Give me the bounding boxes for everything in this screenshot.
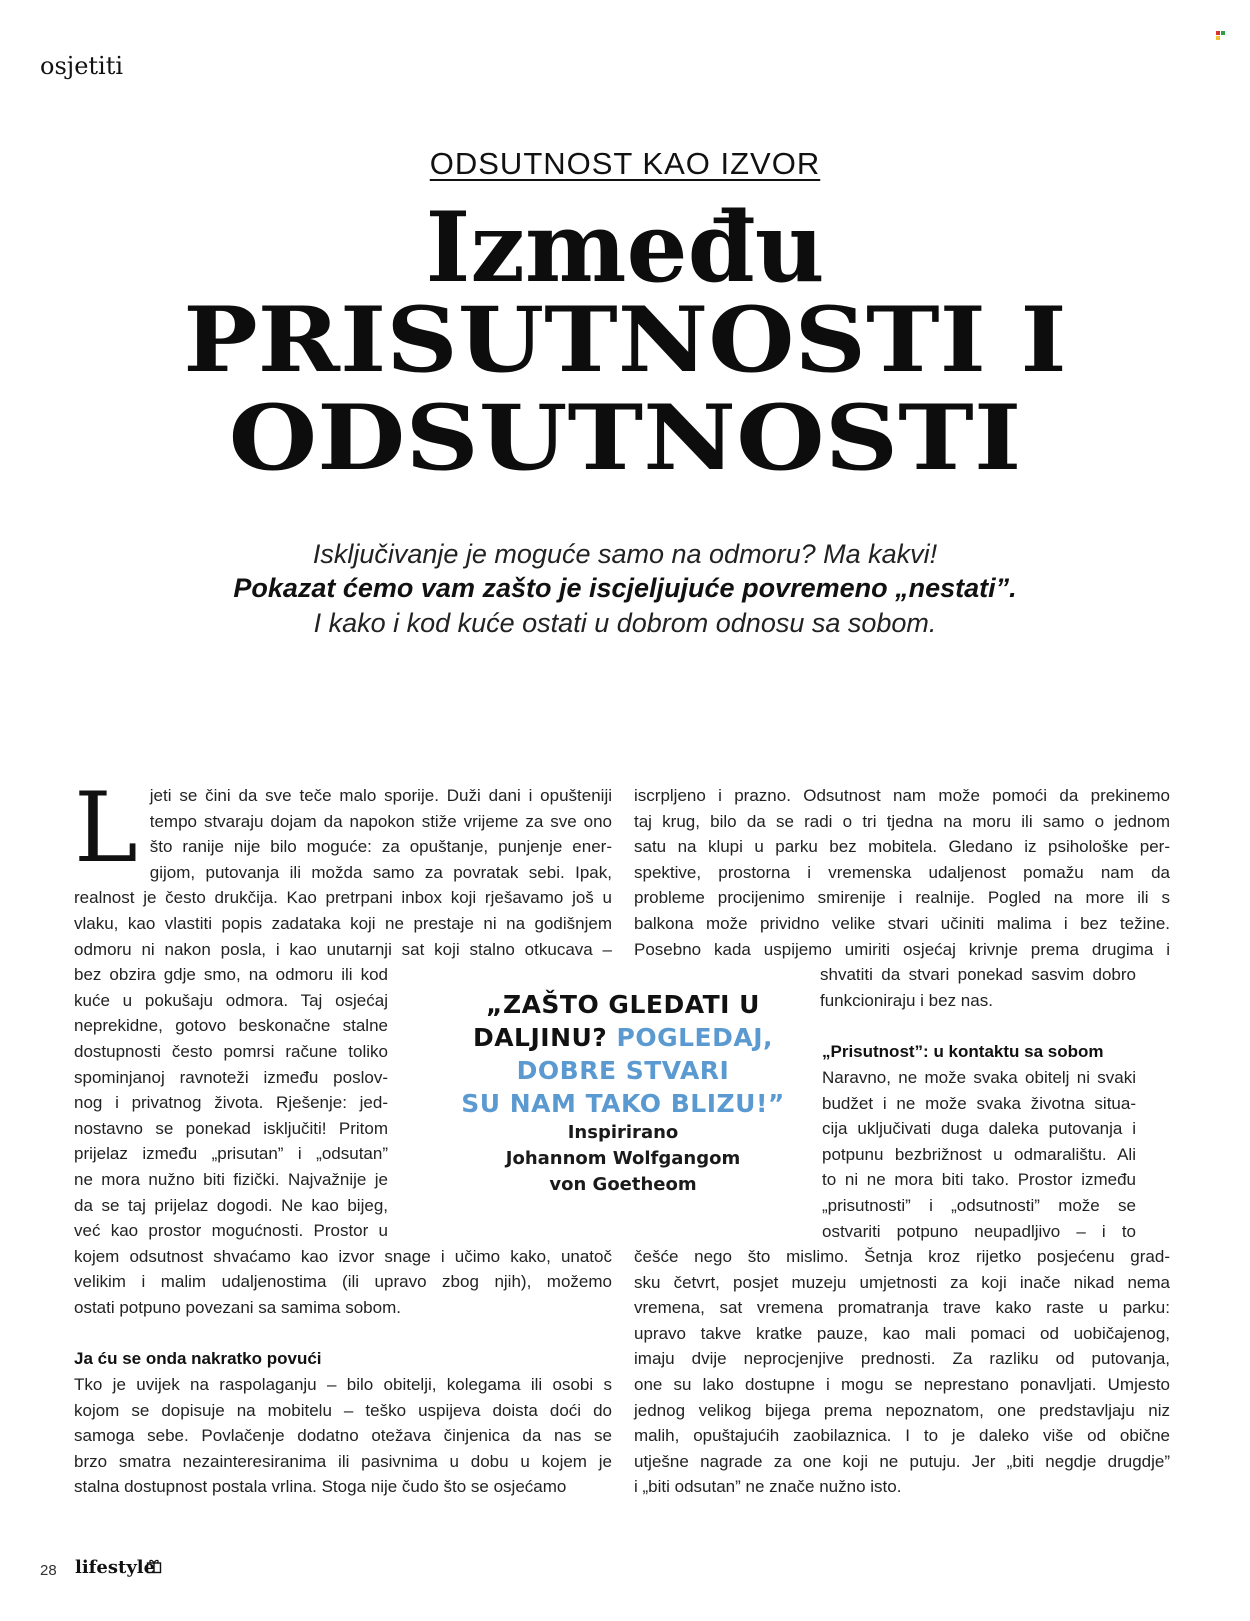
text-line: imaju dvije neprocjenjive prednosti. Za razliku od putovanja, [634, 1349, 1170, 1369]
text-line: velikim i malim udaljenostima (ili upravo zbog njih), možemo [74, 1272, 612, 1292]
text-line: gijom, putovanja ili možda samo za povratak sebi. Ipak, [149, 862, 612, 882]
attribution-line-3: von Goetheom [549, 1174, 697, 1195]
text-line: budžet i ne može svaka životna situa- [822, 1093, 1136, 1113]
right-paragraph-1 [634, 783, 1170, 1013]
text-line: ne mora nužno biti fizički. Najvažnije je [74, 1169, 388, 1189]
text-line: neprekidne, gotovo beskonačne stalne [74, 1016, 388, 1036]
text-line: kojom se dopisuje na mobitelu – teško uspijeva doista doći do [74, 1400, 612, 1420]
text-line: vremena, sat vremena promatranja trave kako raste u parku: [634, 1298, 1170, 1318]
brand-logo-icon [1216, 31, 1225, 40]
text-line: kojem odsutnost shvaćamo kao izvor snage i učimo kako, unatoč [74, 1246, 612, 1266]
text-line: cija uključivati duga daleka putovanja i [822, 1119, 1136, 1139]
section-label: osjetiti [40, 52, 124, 80]
text-line: ostvariti potpuno neupadljivo – i to [822, 1221, 1136, 1241]
text-line: dostupnosti često pomrsi račune toliko [74, 1041, 388, 1061]
lead-line-1: Isključivanje je moguće samo na odmoru? Ma kakvi! [312, 539, 938, 569]
text-line: jeti se čini da sve teče malo sporije. Duži dani i opušteniji [149, 786, 612, 805]
text-line: brzo smatra nezainteresiranima ili pasivnima u dobu u kojem je [74, 1451, 612, 1471]
text-line: one su lako dostupne i mogu se neprestano ponavljati. Umjesto [634, 1375, 1170, 1395]
pull-quote [438, 988, 808, 1198]
subhead-right: „Prisutnost”: u kontaktu sa sobom [822, 1042, 1104, 1062]
text-line: probleme procijenimo smirenije i realnije. Pogled na more ili s [634, 888, 1170, 908]
text-line: satu na klupi u parku bez mobitela. Gledano iz psihološke per- [634, 837, 1170, 857]
text-line: shvatiti da stvari ponekad sasvim dobro [820, 965, 1136, 985]
headline-line-1: Između [425, 191, 825, 304]
lead-line-3: I kako i kod kuće ostati u dobrom odnosu sa sobom. [313, 608, 937, 638]
text-line: samoga sebe. Povlačenje dodatno otežava činjenica da nas se [74, 1426, 612, 1446]
pull-quote-line-3: DOBRE STVARI [516, 1056, 730, 1085]
text-line: već kao prostor mogućnosti. Prostor u [74, 1221, 388, 1241]
text-line: utješne nagrade za one koji ne putuju. Jer „biti negdje drugdje” [634, 1451, 1170, 1471]
text-line: prijelaz između „prisutan” i „odsutan” [74, 1144, 388, 1164]
left-paragraph-2 [74, 1372, 612, 1500]
text-line: i „biti odsutan” ne znače nužno isto. [634, 1477, 902, 1497]
attribution-line-2: Johannom Wolfgangom [505, 1148, 741, 1169]
text-line: što ranije nije bilo moguće: za opuštanje, punjenje ener- [149, 837, 612, 857]
text-line: „prisutnosti” i „odsutnosti” može se [822, 1195, 1136, 1215]
text-line: potpunu bezbrižnost u odmaralištu. Ali [822, 1144, 1136, 1164]
text-line: bez obzira gdje smo, na odmoru ili kod [74, 965, 388, 985]
text-line: vlaku, kao vlastiti popis zadataka koji ne prestaje ni na godišnjem [74, 913, 612, 933]
text-line: Tko je uvijek na raspolaganju – bilo obitelji, kolegama ili osobi s [74, 1375, 612, 1395]
article-kicker: ODSUTNOST KAO IZVOR [429, 146, 821, 181]
pull-quote-line-2b: POGLEDAJ, [616, 1023, 774, 1052]
pull-quote-text [438, 988, 808, 1120]
headline-line-2: PRISUTNOSTI I [183, 287, 1067, 393]
pull-quote-line-2a: DALJINU? [472, 1023, 608, 1052]
text-line: malih, opuštajućih zaobilaznica. I to je daleko više od obične [634, 1426, 1170, 1446]
subhead-left: Ja ću se onda nakratko povući [74, 1349, 322, 1369]
text-line: tempo stvaraju dojam da napokon stiže vrijeme za sve ono [149, 811, 612, 831]
text-line: Naravno, ne može svaka obitelj ni svaki [822, 1067, 1136, 1087]
text-line: jednog velikog bijega prema nepoznatom, one predstavljaju niz [634, 1400, 1170, 1420]
text-line: nog i privatnog života. Rješenje: jed- [74, 1093, 388, 1113]
footer-brand: lifestyle [75, 1557, 156, 1578]
text-line: sku četvrt, posjet muzeju umjetnosti za koji inače nikad nema [634, 1272, 1170, 1292]
text-line: balkona može prividno velike stvari učiniti malima i bez težine. [634, 913, 1170, 933]
pull-quote-attribution [438, 1120, 808, 1198]
text-line: spektive, prostorna i vremenska udaljenost pomažu nam da [634, 862, 1170, 882]
page-number: 28 [40, 1562, 57, 1579]
attribution-line-1: Inspirirano [567, 1122, 679, 1143]
text-line: to ni ne mora biti tako. Prostor između [822, 1170, 1136, 1190]
gift-box-icon [146, 1558, 162, 1574]
text-line: Posebno kada uspijemo umiriti osjećaj krivnje prema drugima i [634, 939, 1170, 959]
headline-line-3: ODSUTNOSTI [228, 385, 1022, 491]
text-line: funkcioniraju i bez nas. [820, 990, 993, 1010]
text-line: upravo takve kratke pauze, kao mali pomaci od uobičajenog, [634, 1323, 1170, 1343]
text-line: češće nego što mislimo. Šetnja kroz rijetko posjećenu grad- [634, 1247, 1170, 1267]
text-line: stalna dostupnost postala vrlina. Stoga nije čudo što se osjećamo [74, 1477, 567, 1497]
text-line: ostati potpuno povezani sa samima sobom. [74, 1297, 401, 1317]
pull-quote-line-1: „ZAŠTO GLEDATI U [486, 990, 760, 1019]
text-line: iscrpljeno i prazno. Odsutnost nam može pomoći da prekinemo [634, 786, 1170, 805]
text-line: kuće u pokušaju odmora. Taj osjećaj [74, 990, 388, 1010]
text-line: odmoru ni nakon posla, i kao unutarnji sat koji stalno otkucava – [74, 939, 612, 959]
text-line: da se taj prijelaz dogodi. Ne kao bijeg, [74, 1195, 388, 1215]
text-line: nostavno se ponekad isključiti! Pritom [74, 1118, 388, 1138]
text-line: spominjanoj ravnoteži između poslov- [74, 1067, 388, 1087]
pull-quote-line-4: SU NAM TAKO BLIZU!” [461, 1089, 785, 1118]
drop-cap: L [74, 772, 138, 884]
lead-line-2: Pokazat ćemo vam zašto je iscjeljujuće povremeno „nestati”. [233, 573, 1017, 603]
text-line: taj krug, bilo da se radi o tri tjedna na moru ili samo o jednom [634, 811, 1170, 831]
text-line: realnost je često drukčija. Kao pretrpani inbox koji rješavamo još u [74, 888, 612, 908]
